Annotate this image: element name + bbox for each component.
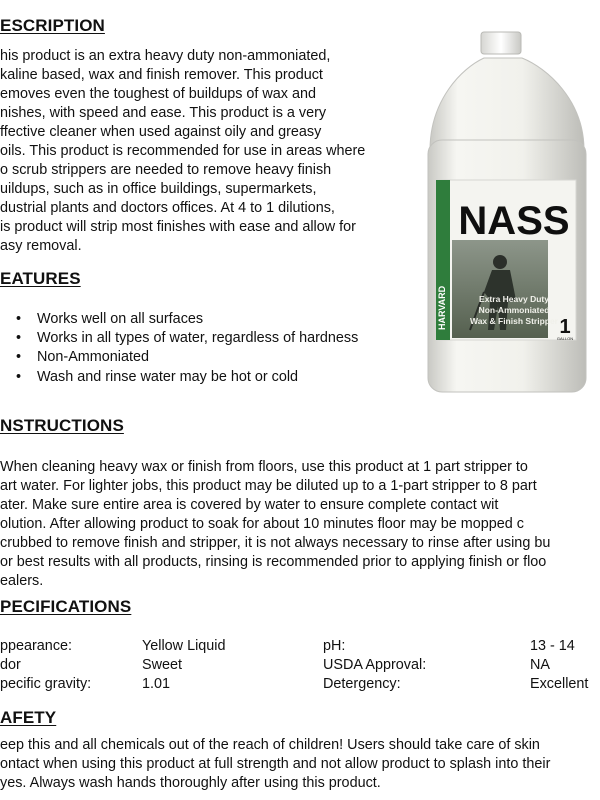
instructions-line: ealers.: [0, 573, 44, 589]
features-list: [16, 310, 358, 387]
description-line: asy removal.: [0, 238, 82, 254]
spec-value: Sweet: [142, 657, 182, 673]
product-subtitle-line: Non-Ammoniated: [478, 305, 550, 315]
instructions-line: or best results with all products, rinsing is recommended prior to applying finish or floo: [0, 554, 547, 570]
specifications-heading: PECIFICATIONS: [0, 597, 132, 616]
spec-value: 13 - 14: [530, 638, 575, 654]
description-line: o scrub strippers are needed to remove heavy finish: [0, 162, 332, 178]
product-subtitle-line: Extra Heavy Duty: [479, 294, 549, 304]
product-jug-image: [422, 30, 592, 400]
description-line: uildups, such as in office buildings, supermarkets,: [0, 181, 317, 197]
size-unit: GALLON: [556, 336, 574, 341]
spec-label: USDA Approval:: [323, 657, 427, 673]
safety-line: ontact when using this product at full strength and not allow product to splash into their: [0, 756, 551, 772]
feature-item: • Wash and rinse water may be hot or cold: [16, 368, 299, 385]
description-heading: ESCRIPTION: [0, 16, 105, 35]
description-line: dustrial plants and doctors offices. At 4 to 1 dilutions,: [0, 200, 335, 216]
spec-label: ppearance:: [0, 638, 73, 654]
spec-value: Excellent: [530, 676, 589, 692]
spec-value: NA: [530, 657, 550, 673]
instructions-line: When cleaning heavy wax or finish from floors, use this product at 1 part stripper to: [0, 459, 528, 475]
safety-line: eep this and all chemicals out of the reach of children! Users should take care of skin: [0, 737, 540, 753]
description-line: nishes, with speed and ease. This product is a very: [0, 105, 327, 121]
feature-item: • Non-Ammoniated: [16, 349, 149, 366]
description-text: [0, 47, 365, 256]
brand-side-text: HARVARD: [437, 285, 447, 330]
instructions-line: olution. After allowing product to soak for about 10 minutes floor may be mopped c: [0, 516, 524, 532]
instructions-text: [0, 458, 550, 591]
spec-value: Yellow Liquid: [142, 638, 226, 654]
size-number: 1: [559, 316, 571, 338]
spec-value: 1.01: [142, 676, 171, 692]
features-heading: EATURES: [0, 269, 81, 288]
instructions-heading: NSTRUCTIONS: [0, 416, 124, 435]
product-subtitle-line: Wax & Finish Stripper: [469, 316, 559, 326]
description-line: oils. This product is recommended for use in areas where: [0, 143, 366, 159]
safety-text: [0, 736, 550, 793]
description-line: kaline based, wax and finish remover. This product: [0, 67, 323, 83]
description-line: emoves even the toughest of buildups of wax and: [0, 86, 317, 102]
description-line: ffective cleaner when used against oily and greasy: [0, 124, 322, 140]
spec-label: dor: [0, 657, 21, 673]
description-line: is product will strip most finishes with ease and allow for: [0, 219, 356, 235]
spec-label: pH:: [323, 638, 346, 654]
instructions-line: crubbed to remove finish and stripper, it is not always necessary to rinse after using bu: [0, 535, 551, 551]
safety-heading: AFETY: [0, 708, 57, 727]
spec-label: pecific gravity:: [0, 676, 92, 692]
instructions-line: ater. Make sure entire area is covered by water to ensure complete contact wit: [0, 497, 499, 513]
safety-line: yes. Always wash hands thoroughly after using this product.: [0, 775, 381, 791]
instructions-line: art water. For lighter jobs, this product may be diluted up to a 1-part stripper to 8 part: [0, 478, 537, 494]
feature-item: • Works in all types of water, regardless of hardness: [16, 330, 359, 347]
feature-item: • Works well on all surfaces: [16, 311, 204, 327]
description-line: his product is an extra heavy duty non-ammoniated,: [0, 48, 331, 64]
product-name: NASS: [458, 199, 570, 243]
spec-label: Detergency:: [323, 676, 401, 692]
